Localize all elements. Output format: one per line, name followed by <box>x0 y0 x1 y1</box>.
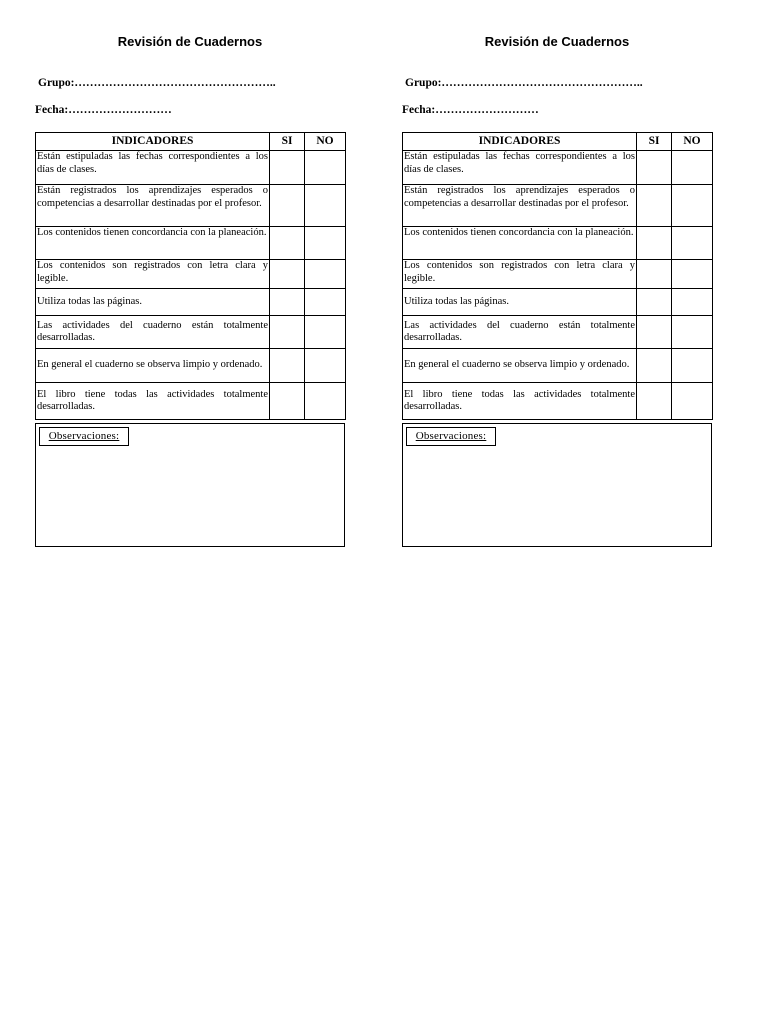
si-cell[interactable] <box>270 349 305 383</box>
indicators-table <box>402 132 713 420</box>
no-cell[interactable] <box>305 349 346 383</box>
si-cell[interactable] <box>270 260 305 289</box>
table-row <box>403 349 713 383</box>
no-cell[interactable] <box>305 383 346 420</box>
table-row <box>36 349 346 383</box>
no-cell[interactable] <box>672 185 713 227</box>
no-cell[interactable] <box>305 260 346 289</box>
fecha-field[interactable]: Fecha:……………………… <box>402 104 539 116</box>
observaciones-label: Observaciones: <box>39 427 129 446</box>
no-cell[interactable] <box>305 289 346 316</box>
table-row <box>403 289 713 316</box>
no-cell[interactable] <box>305 151 346 185</box>
observaciones-box[interactable] <box>402 423 712 547</box>
table-row <box>403 151 713 185</box>
header-indicadores: INDICADORES <box>403 133 637 151</box>
no-cell[interactable] <box>672 383 713 420</box>
table-row <box>36 316 346 349</box>
no-cell[interactable] <box>672 227 713 260</box>
si-cell[interactable] <box>270 316 305 349</box>
si-cell[interactable] <box>270 383 305 420</box>
no-cell[interactable] <box>672 260 713 289</box>
indicator-text: Los contenidos son registrados con letra clara y legible. <box>36 260 270 289</box>
table-row <box>36 383 346 420</box>
indicators-table <box>35 132 346 420</box>
indicator-text: Los contenidos tienen concordancia con la planeación. <box>36 227 270 260</box>
fecha-field[interactable]: Fecha:……………………… <box>35 104 172 116</box>
header-indicadores: INDICADORES <box>36 133 270 151</box>
si-cell[interactable] <box>270 185 305 227</box>
grupo-field[interactable]: Grupo:…………………………………………….. <box>405 77 643 89</box>
no-cell[interactable] <box>305 227 346 260</box>
indicator-text: El libro tiene todas las actividades totalmente desarrolladas. <box>403 383 637 420</box>
si-cell[interactable] <box>637 289 672 316</box>
header-no: NO <box>305 133 346 151</box>
no-cell[interactable] <box>305 185 346 227</box>
si-cell[interactable] <box>637 383 672 420</box>
table-row <box>36 227 346 260</box>
no-cell[interactable] <box>672 316 713 349</box>
indicator-text: En general el cuaderno se observa limpio y ordenado. <box>36 349 270 383</box>
si-cell[interactable] <box>270 289 305 316</box>
table-row <box>36 289 346 316</box>
indicator-text: Utiliza todas las páginas. <box>403 289 637 316</box>
form-title: Revisión de Cuadernos <box>484 34 630 49</box>
table-row <box>403 260 713 289</box>
table-row <box>36 185 346 227</box>
si-cell[interactable] <box>270 151 305 185</box>
grupo-field[interactable]: Grupo:…………………………………………….. <box>38 77 276 89</box>
si-cell[interactable] <box>637 316 672 349</box>
observaciones-box[interactable] <box>35 423 345 547</box>
no-cell[interactable] <box>672 151 713 185</box>
indicator-text: Las actividades del cuaderno están totalmente desarrolladas. <box>403 316 637 349</box>
indicator-text: En general el cuaderno se observa limpio y ordenado. <box>403 349 637 383</box>
si-cell[interactable] <box>637 185 672 227</box>
form-title: Revisión de Cuadernos <box>117 34 263 49</box>
si-cell[interactable] <box>637 260 672 289</box>
no-cell[interactable] <box>305 316 346 349</box>
si-cell[interactable] <box>637 349 672 383</box>
si-cell[interactable] <box>270 227 305 260</box>
indicator-text: Utiliza todas las páginas. <box>36 289 270 316</box>
table-row <box>36 260 346 289</box>
indicator-text: Los contenidos tienen concordancia con la planeación. <box>403 227 637 260</box>
header-no: NO <box>672 133 713 151</box>
si-cell[interactable] <box>637 227 672 260</box>
no-cell[interactable] <box>672 289 713 316</box>
observaciones-label: Observaciones: <box>406 427 496 446</box>
indicator-text: El libro tiene todas las actividades totalmente desarrolladas. <box>36 383 270 420</box>
indicator-text: Están registrados los aprendizajes esperados o competencias a desarrollar destinadas por el profesor. <box>403 185 637 227</box>
table-row <box>36 151 346 185</box>
table-row <box>403 316 713 349</box>
header-si: SI <box>637 133 672 151</box>
indicator-text: Están estipuladas las fechas correspondientes a los días de clases. <box>403 151 637 185</box>
indicator-text: Están estipuladas las fechas correspondientes a los días de clases. <box>36 151 270 185</box>
no-cell[interactable] <box>672 349 713 383</box>
si-cell[interactable] <box>637 151 672 185</box>
indicator-text: Las actividades del cuaderno están totalmente desarrolladas. <box>36 316 270 349</box>
table-row <box>403 185 713 227</box>
header-si: SI <box>270 133 305 151</box>
indicator-text: Los contenidos son registrados con letra clara y legible. <box>403 260 637 289</box>
table-row <box>403 383 713 420</box>
indicator-text: Están registrados los aprendizajes esperados o competencias a desarrollar destinadas por el profesor. <box>36 185 270 227</box>
table-row <box>403 227 713 260</box>
